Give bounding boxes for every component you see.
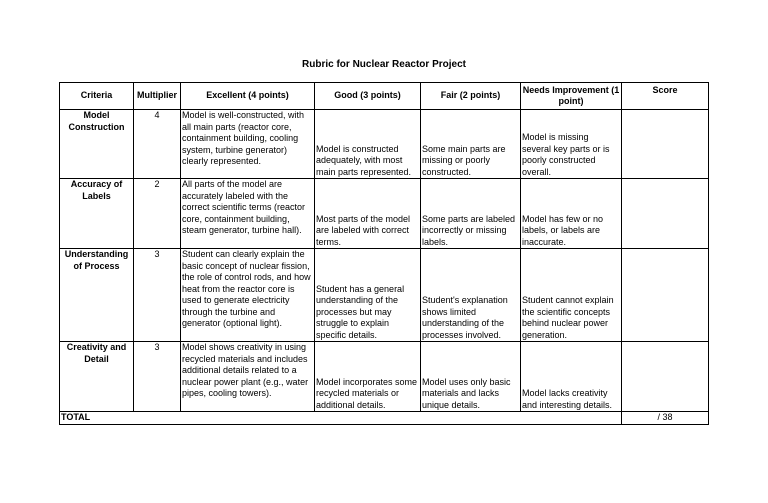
fair-cell: Some parts are labeled incorrectly or missing labels.: [421, 179, 521, 249]
excellent-cell: Model is well-constructed, with all main parts (reactor core, containment building, cooling system, turbine generator) clearly represented.: [181, 110, 315, 179]
table-row: [60, 342, 709, 412]
total-row: [60, 412, 709, 425]
fair-cell: Some main parts are missing or poorly constructed.: [421, 110, 521, 179]
needs-improvement-cell: Model lacks creativity and interesting details.: [521, 342, 622, 412]
excellent-cell: Model shows creativity in using recycled materials and includes additional details related to a nuclear power plant (e.g., water pipes, cooling towers).: [181, 342, 315, 412]
excellent-cell: All parts of the model are accurately labeled with the correct scientific terms (reactor core, containment building, steam generator, turbine hall).: [181, 179, 315, 249]
header-multiplier: Multiplier: [134, 83, 181, 110]
needs-improvement-cell: Student cannot explain the scientific concepts behind nuclear power generation.: [521, 249, 622, 342]
good-cell: Model is constructed adequately, with most main parts represented.: [315, 110, 421, 179]
table-row: [60, 249, 709, 342]
excellent-cell: Student can clearly explain the basic concept of nuclear fission, the role of control rods, and how heat from the reactor core is used to generate electricity through the turbine and generator (optional light).: [181, 249, 315, 342]
rubric-table: [59, 82, 709, 425]
criteria-cell: Creativity and Detail: [60, 342, 134, 412]
header-score: Score: [622, 83, 709, 110]
multiplier-cell: 2: [134, 179, 181, 249]
score-cell[interactable]: [622, 179, 709, 249]
fair-cell: Student's explanation shows limited understanding of the processes involved.: [421, 249, 521, 342]
good-cell: Student has a general understanding of the processes but may struggle to explain specific details.: [315, 249, 421, 342]
multiplier-cell: 4: [134, 110, 181, 179]
page-title: Rubric for Nuclear Reactor Project: [302, 59, 466, 70]
fair-cell: Model uses only basic materials and lacks unique details.: [421, 342, 521, 412]
header-needs-improvement: Needs Improvement (1 point): [521, 83, 622, 110]
needs-improvement-cell: Model has few or no labels, or labels are inaccurate.: [521, 179, 622, 249]
score-cell[interactable]: [622, 249, 709, 342]
table-row: [60, 110, 709, 179]
criteria-cell: Accuracy of Labels: [60, 179, 134, 249]
total-score[interactable]: / 38: [622, 412, 709, 425]
good-cell: Model incorporates some recycled materials or additional details.: [315, 342, 421, 412]
criteria-cell: Model Construction: [60, 110, 134, 179]
score-cell[interactable]: [622, 342, 709, 412]
header-criteria: Criteria: [60, 83, 134, 110]
needs-improvement-cell: Model is missing several key parts or is poorly constructed overall.: [521, 110, 622, 179]
good-cell: Most parts of the model are labeled with correct terms.: [315, 179, 421, 249]
criteria-cell: Understanding of Process: [60, 249, 134, 342]
header-good: Good (3 points): [315, 83, 421, 110]
header-row: [60, 83, 709, 110]
multiplier-cell: 3: [134, 342, 181, 412]
multiplier-cell: 3: [134, 249, 181, 342]
header-excellent: Excellent (4 points): [181, 83, 315, 110]
score-cell[interactable]: [622, 110, 709, 179]
table-row: [60, 179, 709, 249]
total-label: TOTAL: [60, 412, 622, 425]
header-fair: Fair (2 points): [421, 83, 521, 110]
